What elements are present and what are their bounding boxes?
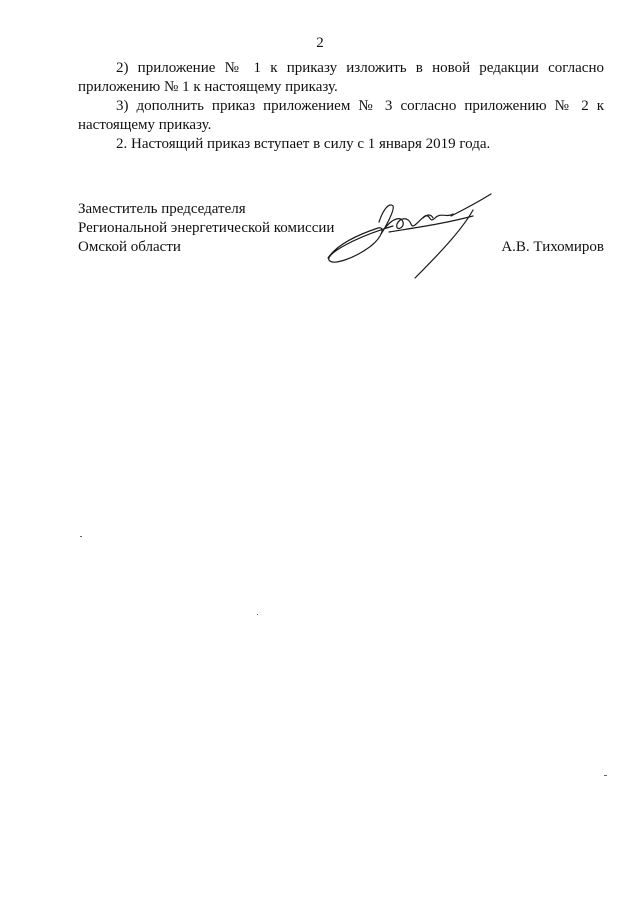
paragraph-effective-date: 2. Настоящий приказ вступает в силу с 1 января 2019 года. — [116, 136, 491, 152]
signatory-position-line-1: Заместитель председателя — [78, 201, 246, 217]
page-number: 2 — [316, 35, 324, 51]
paragraph-item-2: 2) приложение № 1 к приказу изложить в новой редакции согласно приложению № 1 к настоящему приказу. — [78, 60, 604, 95]
signatory-position-line-3: Омской области — [78, 239, 181, 255]
scan-speck — [257, 614, 258, 615]
paragraph-item-3: 3) дополнить приказ приложением № 3 согласно приложению № 2 к настоящему приказу. — [78, 98, 604, 133]
signature-block — [78, 200, 604, 290]
scan-speck — [604, 775, 607, 776]
handwritten-signature — [323, 188, 503, 283]
signatory-position-line-2: Региональной энергетической комиссии — [78, 220, 335, 236]
signatory-name: А.В. Тихомиров — [501, 239, 604, 255]
scan-speck — [80, 536, 82, 537]
order-body — [78, 59, 604, 154]
